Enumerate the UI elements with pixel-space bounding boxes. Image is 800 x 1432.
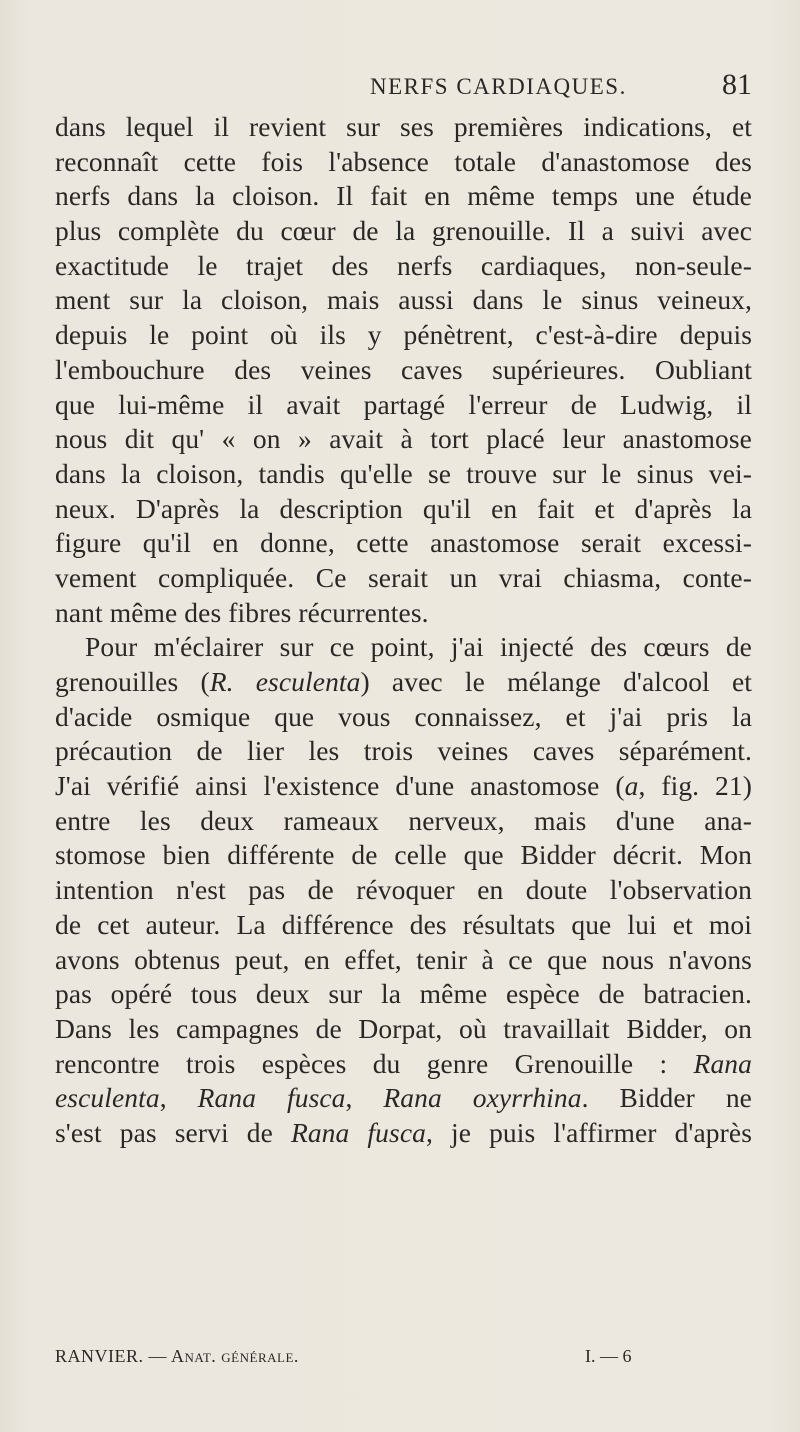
species-name: Rana oxyrrhina	[383, 1082, 582, 1114]
text-line: intention n'est pas de révoquer en doute l'observation	[55, 874, 752, 906]
text-span: rencontre trois espèces du genre Grenouille :	[55, 1047, 694, 1079]
text-line: ment sur la cloison, mais aussi dans le sinus veineux,	[55, 284, 752, 316]
text-line: stomose bien différente de celle que Bidder décrit. Mon	[55, 839, 752, 871]
text-line	[55, 1116, 752, 1151]
text-line: l'embouchure des veines caves supérieures. Oubliant	[55, 353, 752, 385]
text-span: , fig. 21)	[638, 770, 752, 802]
text-line: vement compliquée. Ce serait un vrai chiasma, conte-	[55, 561, 752, 593]
text-line: que lui-même il avait partagé l'erreur de Ludwig, il	[55, 388, 752, 420]
text-line: avons obtenus peut, en effet, tenir à ce que nous n'avons	[55, 943, 752, 975]
page-header	[0, 68, 800, 104]
text-line: dans la cloison, tandis qu'elle se trouve sur le sinus vei-	[55, 457, 752, 489]
text-line: entre les deux rameaux nerveux, mais d'une ana-	[55, 804, 752, 836]
figure-letter: a	[624, 770, 639, 802]
signature-mark: I. — 6	[585, 1346, 632, 1366]
text-line: figure qu'il en donne, cette anastomose serait excessi-	[55, 527, 752, 559]
species-name: Rana	[693, 1047, 752, 1079]
page-footer	[55, 1346, 755, 1372]
species-name: R. esculenta	[209, 666, 361, 697]
text-line: Dans les campagnes de Dorpat, où travaillait Bidder, on	[55, 1012, 752, 1044]
text-line	[55, 769, 752, 804]
text-span: ) avec le mélange d'alcool et	[360, 666, 752, 697]
text-line	[55, 1081, 752, 1116]
text-line: nerfs dans la cloison. Il fait en même temps une étude	[55, 180, 752, 212]
text-line: depuis le point où ils y pénètrent, c'est-à-dire depuis	[55, 319, 752, 351]
text-line	[55, 1047, 752, 1082]
body-text	[55, 110, 752, 1151]
text-line: plus complète du cœur de la grenouille. Il a suivi avec	[55, 215, 752, 247]
species-name: Rana fusca	[290, 1116, 426, 1148]
text-line: reconnaît cette fois l'absence totale d'anastomose des	[55, 145, 752, 177]
text-line: pas opéré tous deux sur la même espèce de batracien.	[55, 978, 752, 1010]
text-span: ,	[159, 1082, 198, 1114]
text-span: s'est pas servi de	[55, 1116, 291, 1148]
text-span: grenouilles (	[55, 666, 210, 697]
page-number: 81	[722, 68, 752, 101]
footer-author: RANVIER. — Anat. générale.	[55, 1346, 299, 1366]
text-line: Pour m'éclairer sur ce point, j'ai injecté des cœurs de	[85, 631, 752, 663]
text-span: , je puis l'affirmer d'après	[425, 1116, 752, 1148]
text-span: ,	[345, 1082, 384, 1114]
running-title: NERFS CARDIAQUES.	[370, 74, 627, 99]
species-name: esculenta	[55, 1082, 160, 1114]
text-line: de cet auteur. La différence des résultats que lui et moi	[55, 908, 752, 940]
text-span: . Bidder ne	[581, 1082, 752, 1114]
text-line: nous dit qu' « on » avait à tort placé leur anastomose	[55, 423, 752, 455]
text-line	[55, 665, 752, 700]
species-name: Rana fusca	[197, 1082, 346, 1114]
text-span: J'ai vérifié ainsi l'existence d'une anastomose (	[55, 770, 625, 802]
text-line: dans lequel il revient sur ses premières indications, et	[55, 111, 752, 142]
text-line: neux. D'après la description qu'il en fait et d'après la	[55, 492, 752, 524]
text-line: d'acide osmique que vous connaissez, et j'ai pris la	[55, 700, 752, 732]
text-line: nant même des fibres récurrentes.	[55, 596, 429, 628]
text-line: précaution de lier les trois veines caves séparément.	[55, 735, 752, 767]
text-line: exactitude le trajet des nerfs cardiaques, non-seule-	[55, 249, 752, 281]
